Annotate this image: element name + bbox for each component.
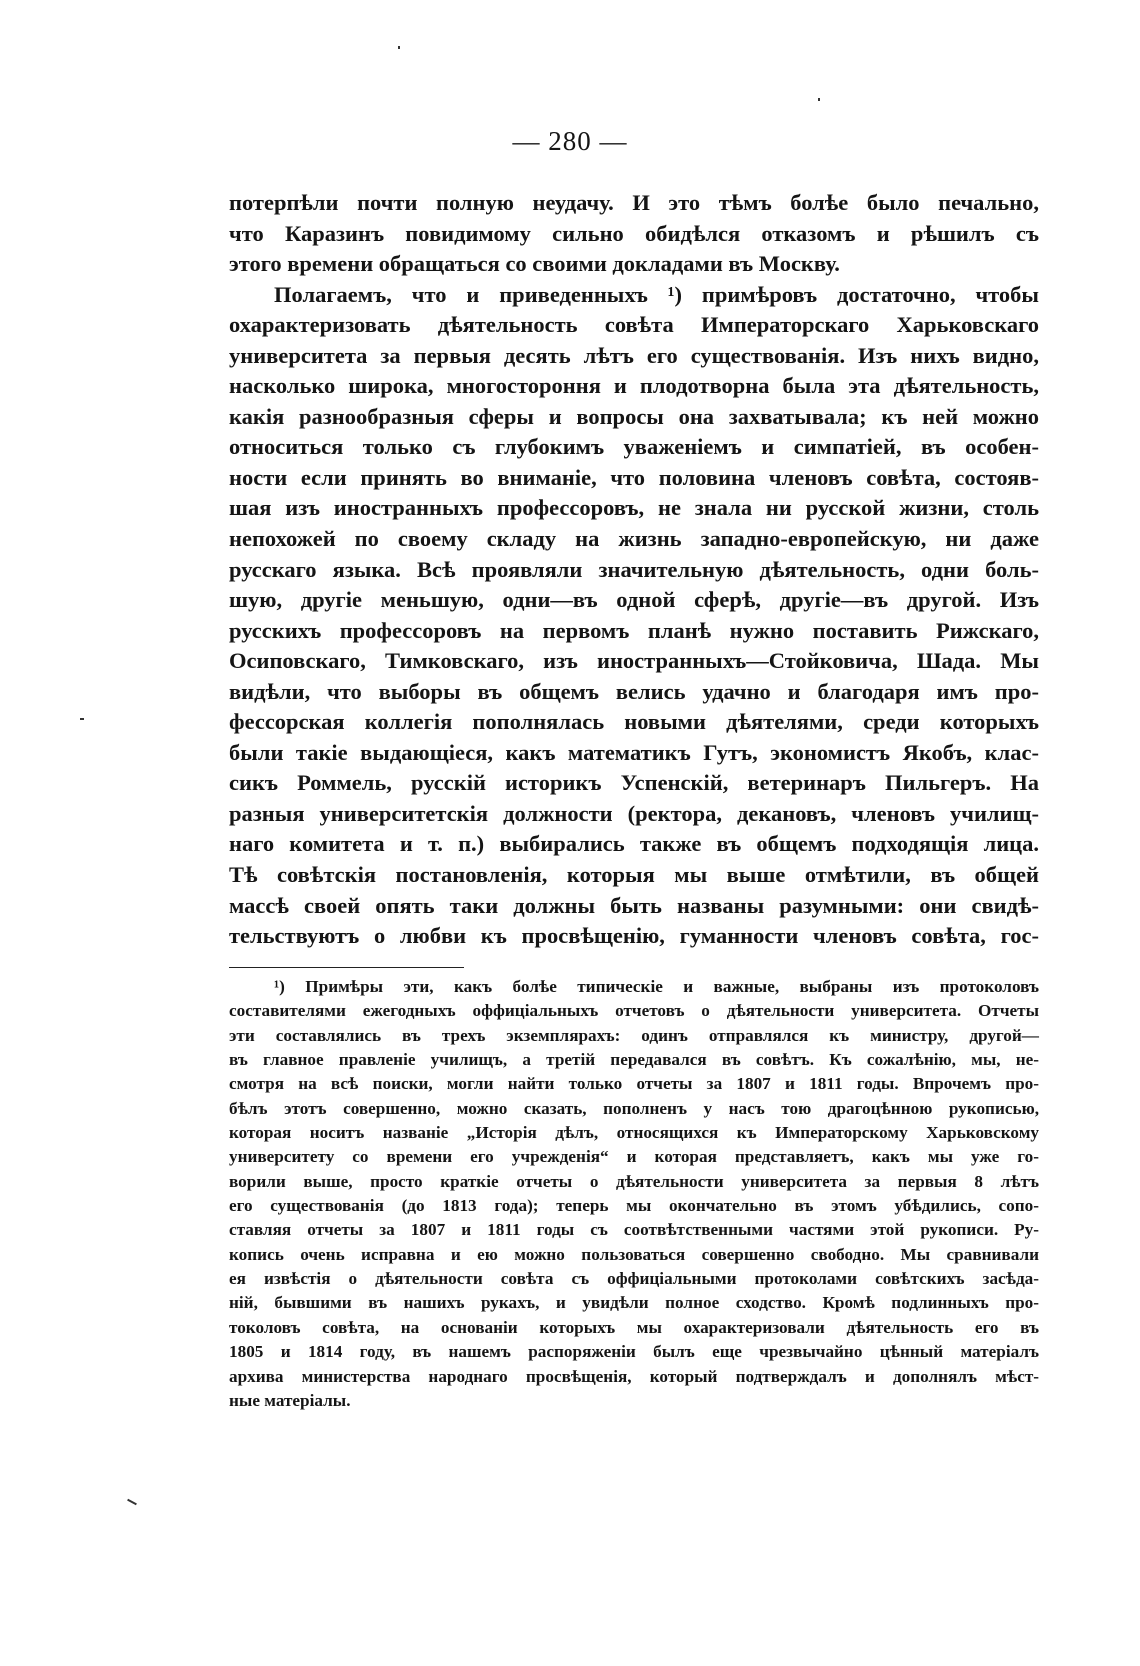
text-line: насколько широка, многостороння и плодотворна была эта дѣятельность, [229, 373, 1039, 399]
scan-speck [818, 98, 820, 101]
footnote-line: ворили выше, просто краткіе отчеты о дѣятельности университета за первыя 8 лѣтъ [229, 1171, 1039, 1191]
text-line: разныя университетскія должности (ректора, декановъ, членовъ училищ- [229, 800, 1039, 826]
text-line: непохожей по своему складу на жизнь западно-европейскую, ни даже [229, 526, 1039, 552]
text-line: ности если принять во вниманіе, что половина членовъ совѣта, состояв- [229, 464, 1039, 490]
footnote-line: копись очень исправна и ею можно пользоваться совершенно свободно. Мы сравнивали [229, 1244, 1039, 1264]
footnote-line: составителями ежегодныхъ оффиціальныхъ отчетовъ о дѣятельности университета. Отчеты [229, 1001, 1039, 1021]
footnote-line: ставляя отчеты за 1807 и 1811 годы съ соотвѣтственными частями этой рукописи. Ру- [229, 1220, 1039, 1240]
text-line: тельствуютъ о любви къ просвѣщенію, гуманности членовъ совѣта, гос- [229, 923, 1039, 949]
text-line: шую, другіе меньшую, одни—въ одной сферѣ, другіе—въ другой. Изъ [229, 587, 1039, 613]
text-line: потерпѣли почти полную неудачу. И это тѣмъ болѣе было печально, [229, 190, 1039, 215]
text-line: были такіе выдающіеся, какъ математикъ Гутъ, экономистъ Якобъ, клас- [229, 739, 1039, 765]
footnote-line: университету со времени его учрежденія“ и которая представляетъ, какъ мы уже го- [229, 1147, 1039, 1167]
footnote-line: бѣлъ этотъ совершенно, можно сказать, пополненъ у насъ тою драгоцѣнною рукописью, [229, 1098, 1039, 1118]
footnote-line: токоловъ совѣта, на основаніи которыхъ мы охарактеризовали дѣятельность его въ [229, 1317, 1039, 1337]
text-line: этого времени обращаться со своими докладами въ Москву. [229, 251, 840, 277]
scan-speck [398, 46, 400, 49]
footnote-line: ные матеріалы. [229, 1390, 351, 1410]
footnote-line: ея извѣстія о дѣятельности совѣта съ оффиціальными протоколами совѣтскихъ засѣда- [229, 1269, 1039, 1289]
text-line: Тѣ совѣтскія постановленія, которыя мы выше отмѣтили, въ общей [229, 862, 1039, 888]
footnote-line: ній, бывшими въ нашихъ рукахъ, и увидѣли полное сходство. Кромѣ подлинныхъ про- [229, 1293, 1039, 1313]
text-line: Осиповскаго, Тимковскаго, изъ иностранныхъ—Стойковича, Шада. Мы [229, 648, 1039, 674]
footnote-line: его существованія (до 1813 года); теперь мы окончательно въ этомъ убѣдились, сопо- [229, 1196, 1039, 1216]
footnote-line: эти составлялись въ трехъ экземплярахъ: одинъ отправлялся къ министру, другой— [229, 1025, 1039, 1045]
text-line: шая изъ иностранныхъ профессоровъ, не знала ни русской жизни, столь [229, 495, 1039, 521]
text-line: русскихъ профессоровъ на первомъ планѣ нужно поставить Рижскаго, [229, 617, 1039, 643]
text-line: наго комитета и т. п.) выбирались также въ общемъ подходящія лица. [229, 831, 1039, 857]
text-line: русскаго языка. Всѣ проявляли значительную дѣятельность, одни боль- [229, 556, 1039, 582]
scan-speck [80, 718, 84, 720]
main-text [229, 188, 1039, 952]
scan-speck [127, 1499, 137, 1505]
footnote-line: смотря на всѣ поиски, могли найти только отчеты за 1807 и 1811 годы. Впрочемъ про- [229, 1074, 1039, 1094]
text-line: видѣли, что выборы въ общемъ велись удачно и благодаря имъ про- [229, 678, 1039, 704]
text-line: фессорская коллегія пополнялась новыми дѣятелями, среди которыхъ [229, 709, 1039, 735]
text-line: какія разнообразныя сферы и вопросы она захватывала; къ ней можно [229, 403, 1039, 429]
footnote-line: въ главное правленіе училищъ, а третій передавался въ совѣтъ. Къ сожалѣнію, мы, не- [229, 1050, 1039, 1070]
text-line: Полагаемъ, что и приведенныхъ ¹) примѣровъ достаточно, чтобы [274, 281, 1039, 307]
text-line: массѣ своей опять таки должны быть названы разумными: они свидѣ- [229, 892, 1039, 918]
text-line: сикъ Роммель, русскій историкъ Успенскій, ветеринаръ Пильгеръ. На [229, 770, 1039, 796]
text-line: охарактеризовать дѣятельность совѣта Императорскаго Харьковскаго [229, 312, 1039, 338]
footnote-line: ¹) Примѣры эти, какъ болѣе типическіе и важные, выбраны изъ протоколовъ [274, 977, 1039, 996]
text-line: относиться только съ глубокимъ уваженіемъ и симпатіей, въ особен- [229, 434, 1039, 460]
footnote-divider [229, 967, 464, 968]
page-number: — 280 — [512, 126, 628, 156]
text-line: университета за первыя десять лѣтъ его существованія. Изъ нихъ видно, [229, 342, 1039, 368]
footnote-line: которая носитъ названіе „Исторія дѣлъ, относящихся къ Императорскому Харьковскому [229, 1123, 1039, 1143]
text-line: что Каразинъ повидимому сильно обидѣлся отказомъ и рѣшилъ съ [229, 220, 1039, 246]
footnote-line: 1805 и 1814 году, въ нашемъ распоряженіи былъ еще чрезвычайно цѣнный матеріалъ [229, 1342, 1039, 1362]
footnote-text [229, 975, 1039, 1413]
footnote-line: архива министерства народнаго просвѣщенія, который подтверждалъ и дополнялъ мѣст- [229, 1366, 1039, 1386]
